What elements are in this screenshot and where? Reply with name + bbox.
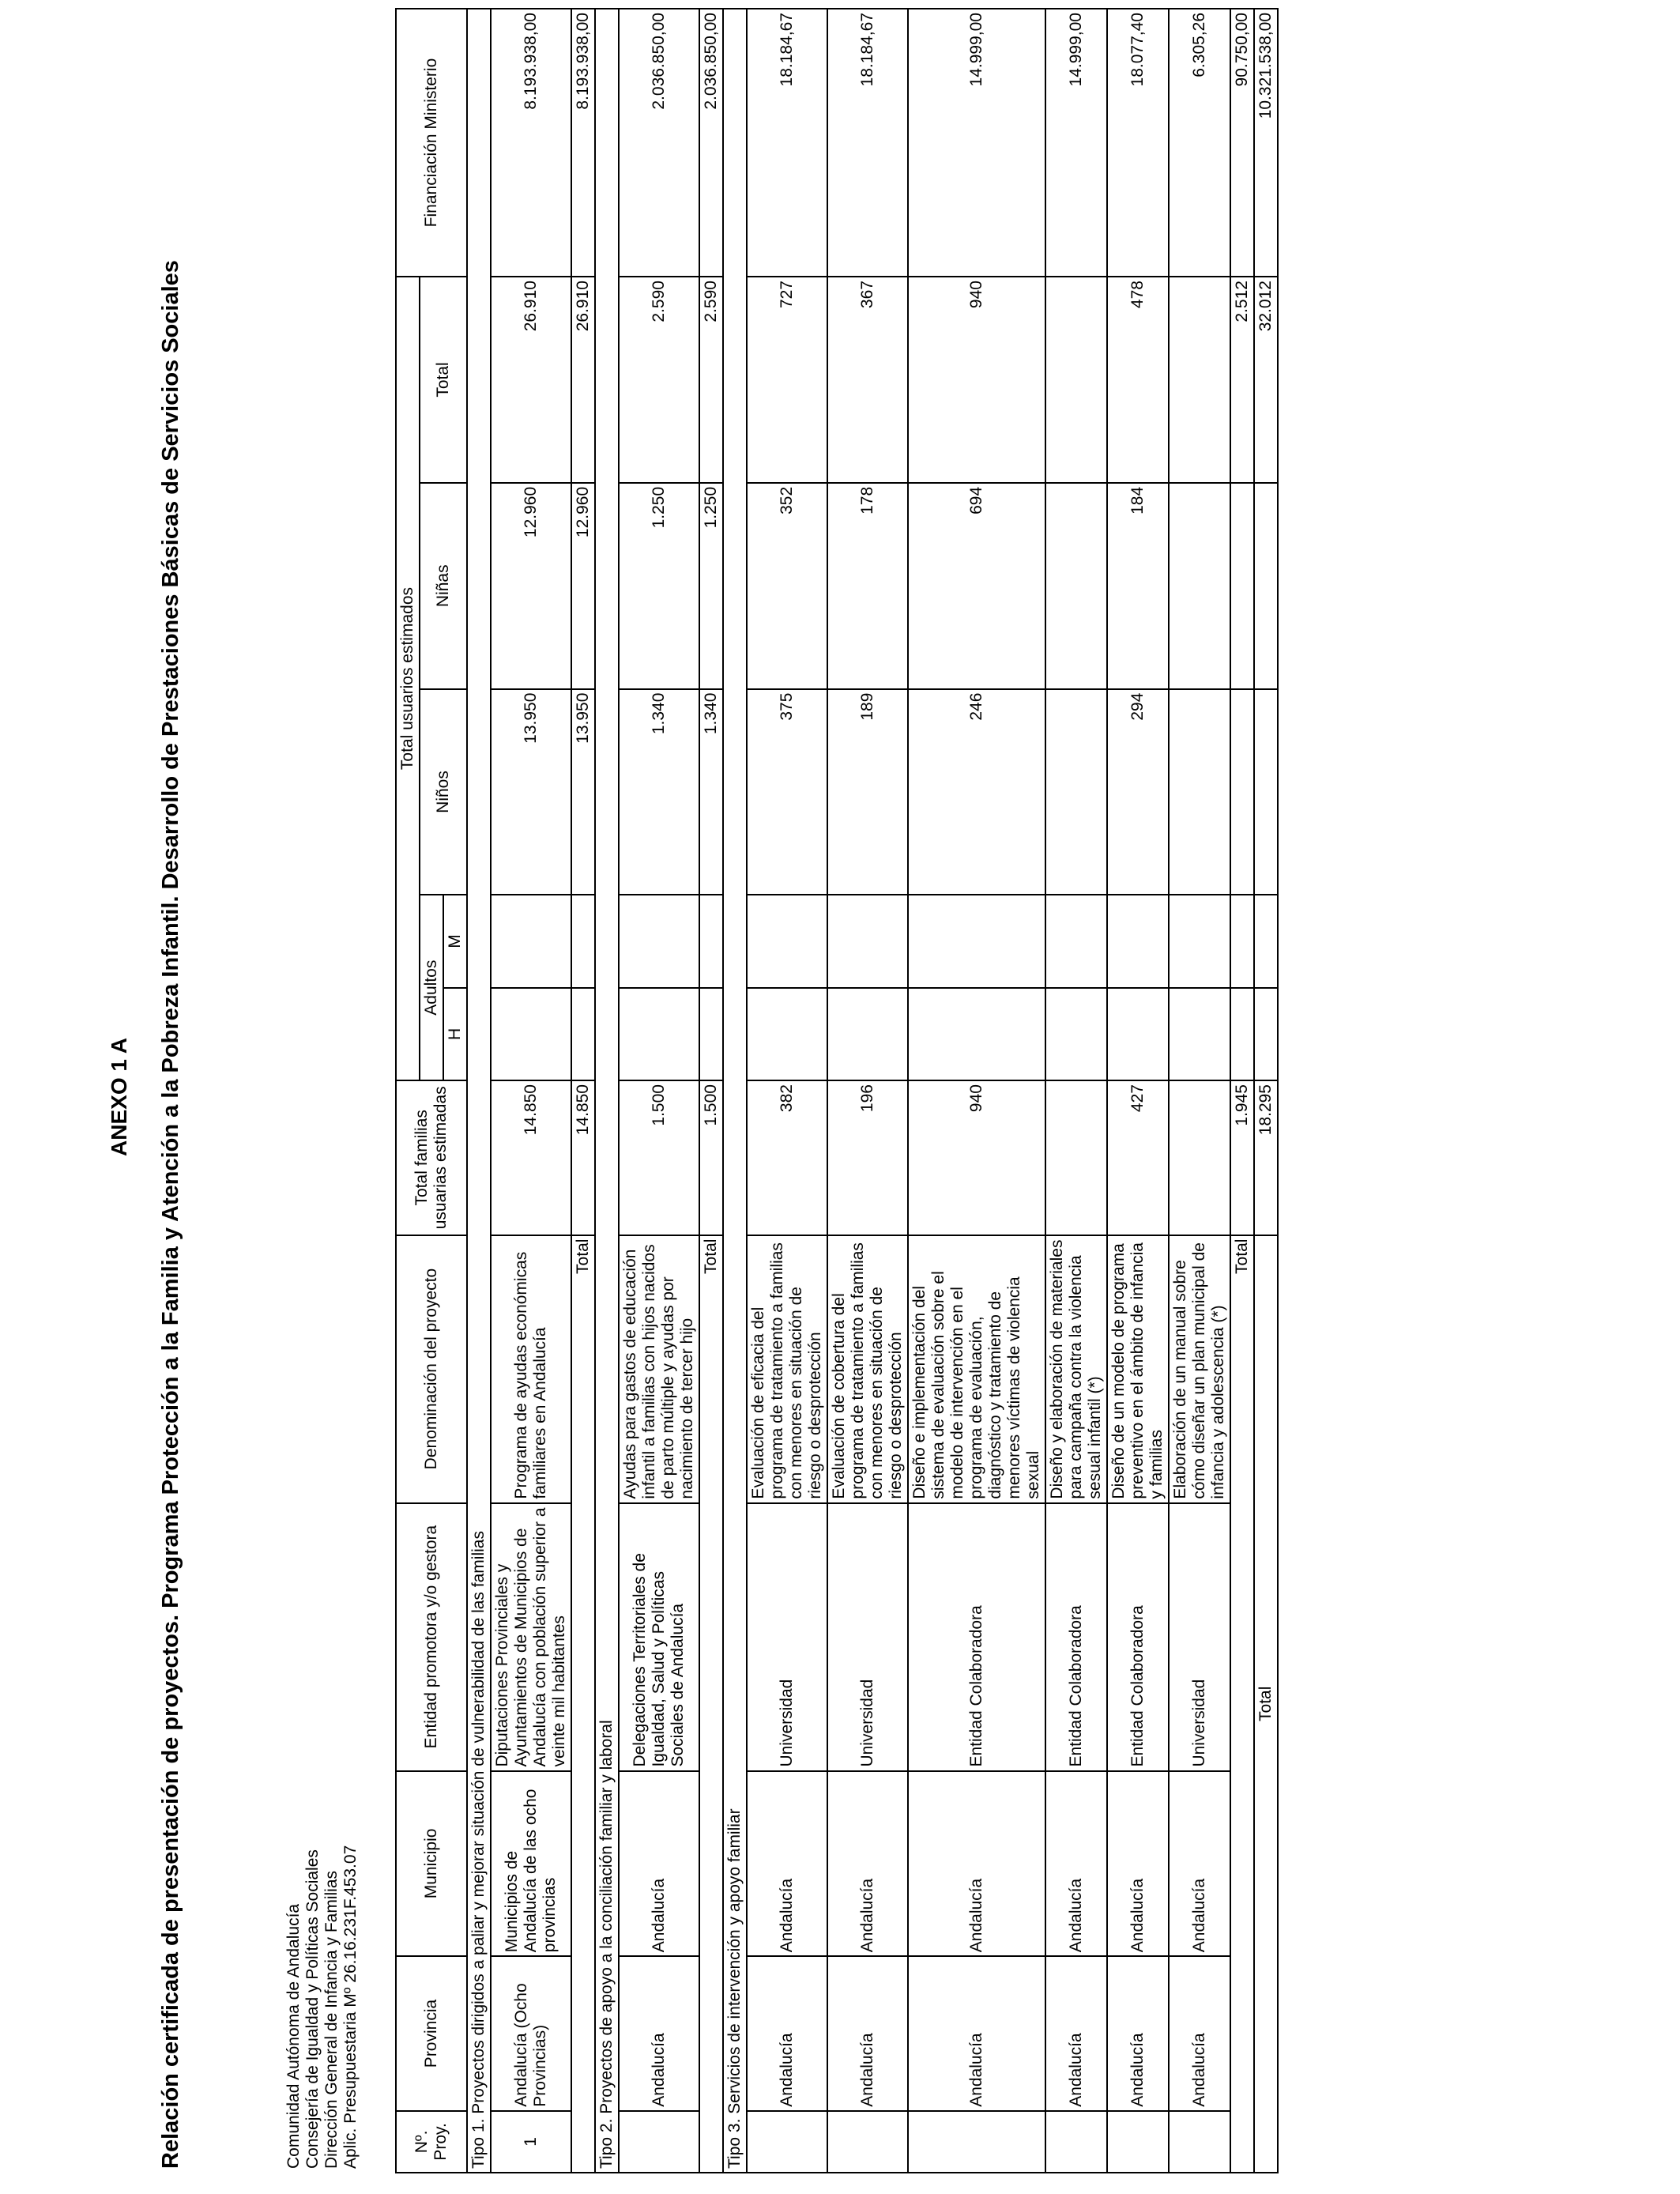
cell-financiacion: 6.305,26 [1169,9,1230,277]
col-header-num: Nº. Proy. [396,2111,467,2173]
cell-h [747,988,827,1080]
table-row [491,9,571,2173]
cell-entidad: Universidad [747,1503,827,1771]
cell-provincia: Andalucía [619,1956,699,2111]
cell-entidad: Delegaciones Territoriales de Igualdad, Salud y Políticas Sociales de Andalucía [619,1503,699,1771]
cell-denominacion: Elaboración de un manual sobre cómo diseñar un plan municipal de infancia y adolescencia (*) [1169,1235,1230,1503]
section-label: Tipo 1. Proyectos dirigidos a paliar y mejorar situación de vulnerabilidad de las familias [467,9,491,2173]
total-total: 26.910 [571,277,595,483]
cell-ninos: 13.950 [491,689,571,895]
org-line: Dirección General de Infancia y Familias [322,1871,341,2169]
cell-familias [1169,1080,1230,1235]
grand-total-h [1254,988,1278,1080]
organization-block [284,1845,360,2169]
cell-m [908,895,1045,987]
total-financiacion: 8.193.938,00 [571,9,595,277]
cell-ninas: 1.250 [619,483,699,689]
total-h [571,988,595,1080]
cell-provincia: Andalucía [908,1956,1045,2111]
cell-entidad: Entidad Colaboradora [1107,1503,1169,1771]
table-row [619,9,699,2173]
total-ninas: 12.960 [571,483,595,689]
cell-familias: 196 [827,1080,908,1235]
grand-total-ninas [1254,483,1278,689]
col-header-total: Total [420,277,467,483]
cell-ninas: 694 [908,483,1045,689]
section-label: Tipo 3. Servicios de intervención y apoyo familiar [723,9,747,2173]
cell-total [1169,277,1230,483]
cell-financiacion: 18.077,40 [1107,9,1169,277]
total-label: Total [699,1235,723,2173]
cell-financiacion: 2.036.850,00 [619,9,699,277]
cell-provincia: Andalucía (Ocho Provincias) [491,1956,571,2111]
cell-h [1169,988,1230,1080]
table-row [1107,9,1169,2173]
col-header-familias: Total familias usuarias estimadas [396,1080,467,1235]
cell-provincia: Andalucía [1045,1956,1107,2111]
cell-num [1107,2111,1169,2173]
total-m [1230,895,1254,987]
cell-h [619,988,699,1080]
cell-familias: 14.850 [491,1080,571,1235]
col-header-financiacion: Financiación Ministerio [396,9,467,277]
grand-total-row [1254,9,1278,2173]
total-label: Total [571,1235,595,2173]
cell-familias [1045,1080,1107,1235]
projects-table [395,8,1279,2173]
grand-total-ninos [1254,689,1278,895]
total-familias: 1.500 [699,1080,723,1235]
total-ninos [1230,689,1254,895]
total-m [699,895,723,987]
cell-financiacion: 18.184,67 [827,9,908,277]
col-header-m: M [443,895,467,987]
total-total: 2.590 [699,277,723,483]
grand-total-financiacion: 10.321.538,00 [1254,9,1278,277]
cell-familias: 382 [747,1080,827,1235]
cell-m [619,895,699,987]
cell-provincia: Andalucía [747,1956,827,2111]
cell-h [827,988,908,1080]
col-header-denominacion: Denominación del proyecto [396,1235,467,1503]
total-ninos: 13.950 [571,689,595,895]
cell-num [619,2111,699,2173]
table-row [1045,9,1107,2173]
cell-m [747,895,827,987]
cell-ninas: 352 [747,483,827,689]
cell-ninos: 1.340 [619,689,699,895]
cell-m [1107,895,1169,987]
cell-total: 26.910 [491,277,571,483]
annex-heading: ANEXO 1 A [107,1038,131,1156]
total-familias: 1.945 [1230,1080,1254,1235]
grand-total-label: Total [1254,1235,1278,2173]
total-ninos: 1.340 [699,689,723,895]
cell-h [491,988,571,1080]
cell-municipio: Andalucía [1169,1771,1230,1957]
cell-financiacion: 14.999,00 [908,9,1045,277]
section-label: Tipo 2. Proyectos de apoyo a la conciliación familiar y laboral [595,9,619,2173]
cell-num: 1 [491,2111,571,2173]
cell-familias: 940 [908,1080,1045,1235]
cell-municipio: Municipios de Andalucía de las ocho provincias [491,1771,571,1957]
col-header-h: H [443,988,467,1080]
cell-ninos [1045,689,1107,895]
section-total-row [1230,9,1254,2173]
cell-municipio: Andalucía [827,1771,908,1957]
cell-denominacion: Evaluación de eficacia del programa de tratamiento a familias con menores en situación de riesgo o desprotección [747,1235,827,1503]
cell-num [747,2111,827,2173]
cell-financiacion: 18.184,67 [747,9,827,277]
col-header-ninas: Niñas [420,483,467,689]
section-total-row [571,9,595,2173]
total-label: Total [1230,1235,1254,2173]
cell-financiacion: 8.193.938,00 [491,9,571,277]
table-row [908,9,1045,2173]
cell-m [491,895,571,987]
org-line: Consejería de Igualdad y Políticas Sociales [303,1849,322,2169]
cell-familias: 1.500 [619,1080,699,1235]
total-h [699,988,723,1080]
total-ninas [1230,483,1254,689]
grand-total-m [1254,895,1278,987]
cell-h [1107,988,1169,1080]
cell-ninos: 375 [747,689,827,895]
total-ninas: 1.250 [699,483,723,689]
cell-entidad: Entidad Colaboradora [908,1503,1045,1771]
table-row [827,9,908,2173]
cell-entidad: Universidad [1169,1503,1230,1771]
cell-h [1045,988,1107,1080]
cell-provincia: Andalucía [1169,1956,1230,2111]
org-line: Comunidad Autónoma de Andalucía [284,1903,303,2169]
cell-entidad: Universidad [827,1503,908,1771]
cell-ninas [1045,483,1107,689]
cell-ninas: 178 [827,483,908,689]
cell-total: 940 [908,277,1045,483]
cell-ninos: 294 [1107,689,1169,895]
cell-municipio: Andalucía [747,1771,827,1957]
cell-denominacion: Diseño de un modelo de programa preventivo en el ámbito de infancia y familias [1107,1235,1169,1503]
total-h [1230,988,1254,1080]
cell-m [827,895,908,987]
cell-ninos: 246 [908,689,1045,895]
cell-ninos [1169,689,1230,895]
cell-denominacion: Diseño y elaboración de materiales para campaña contra la violencia sesual infantil (*) [1045,1235,1107,1503]
cell-familias: 427 [1107,1080,1169,1235]
cell-ninas: 184 [1107,483,1169,689]
total-total: 2.512 [1230,277,1254,483]
cell-entidad: Entidad Colaboradora [1045,1503,1107,1771]
cell-provincia: Andalucía [827,1956,908,2111]
cell-municipio: Andalucía [619,1771,699,1957]
cell-total [1045,277,1107,483]
cell-denominacion: Diseño e implementación del sistema de evaluación sobre el modelo de intervención en el programa de evaluación, diagnóstico y tratamiento de menores víctimas de violencia sexual [908,1235,1045,1503]
document-title: Relación certificada de presentación de proyectos. Programa Protección a la Familia y Atención a la Pobreza Infantil. Desarrollo de Prestaciones Básicas de Servicios Sociales [158,260,183,2169]
cell-provincia: Andalucía [1107,1956,1169,2111]
cell-h [908,988,1045,1080]
cell-denominacion: Ayudas para gastos de educación infantil a familias con hijos nacidos de parto múltiple y ayudas por nacimiento de tercer hijo [619,1235,699,1503]
cell-m [1169,895,1230,987]
cell-municipio: Andalucía [1045,1771,1107,1957]
table-row [1169,9,1230,2173]
cell-municipio: Andalucía [1107,1771,1169,1957]
cell-financiacion: 14.999,00 [1045,9,1107,277]
total-familias: 14.850 [571,1080,595,1235]
cell-num [908,2111,1045,2173]
cell-num [827,2111,908,2173]
section-total-row [699,9,723,2173]
col-header-provincia: Provincia [396,1956,467,2111]
table-row [747,9,827,2173]
cell-municipio: Andalucía [908,1771,1045,1957]
col-header-entidad: Entidad promotora y/o gestora [396,1503,467,1771]
org-line: Aplic. Presupuestaria Mº 26.16.231F.453.07 [341,1845,360,2169]
cell-num [1169,2111,1230,2173]
cell-ninos: 189 [827,689,908,895]
total-m [571,895,595,987]
total-financiacion: 90.750,00 [1230,9,1254,277]
cell-num [1045,2111,1107,2173]
cell-total: 478 [1107,277,1169,483]
cell-ninas [1169,483,1230,689]
cell-m [1045,895,1107,987]
cell-total: 727 [747,277,827,483]
col-header-adultos: Adultos [420,895,443,1080]
cell-denominacion: Evaluación de cobertura del programa de tratamiento a familias con menores en situación de riesgo o desprotección [827,1235,908,1503]
cell-total: 2.590 [619,277,699,483]
col-header-usuarios: Total usuarios estimados [396,277,420,1080]
cell-denominacion: Programa de ayudas económicas familiares en Andalucía [491,1235,571,1503]
col-header-ninos: Niños [420,689,467,895]
total-financiacion: 2.036.850,00 [699,9,723,277]
col-header-municipio: Municipio [396,1771,467,1957]
grand-total-total: 32.012 [1254,277,1278,483]
cell-ninas: 12.960 [491,483,571,689]
grand-total-familias: 18.295 [1254,1080,1278,1235]
cell-total: 367 [827,277,908,483]
cell-entidad: Diputaciones Provinciales y Ayuntamientos de Municipios de Andalucía con población superior a veinte mil habitantes [491,1503,571,1771]
